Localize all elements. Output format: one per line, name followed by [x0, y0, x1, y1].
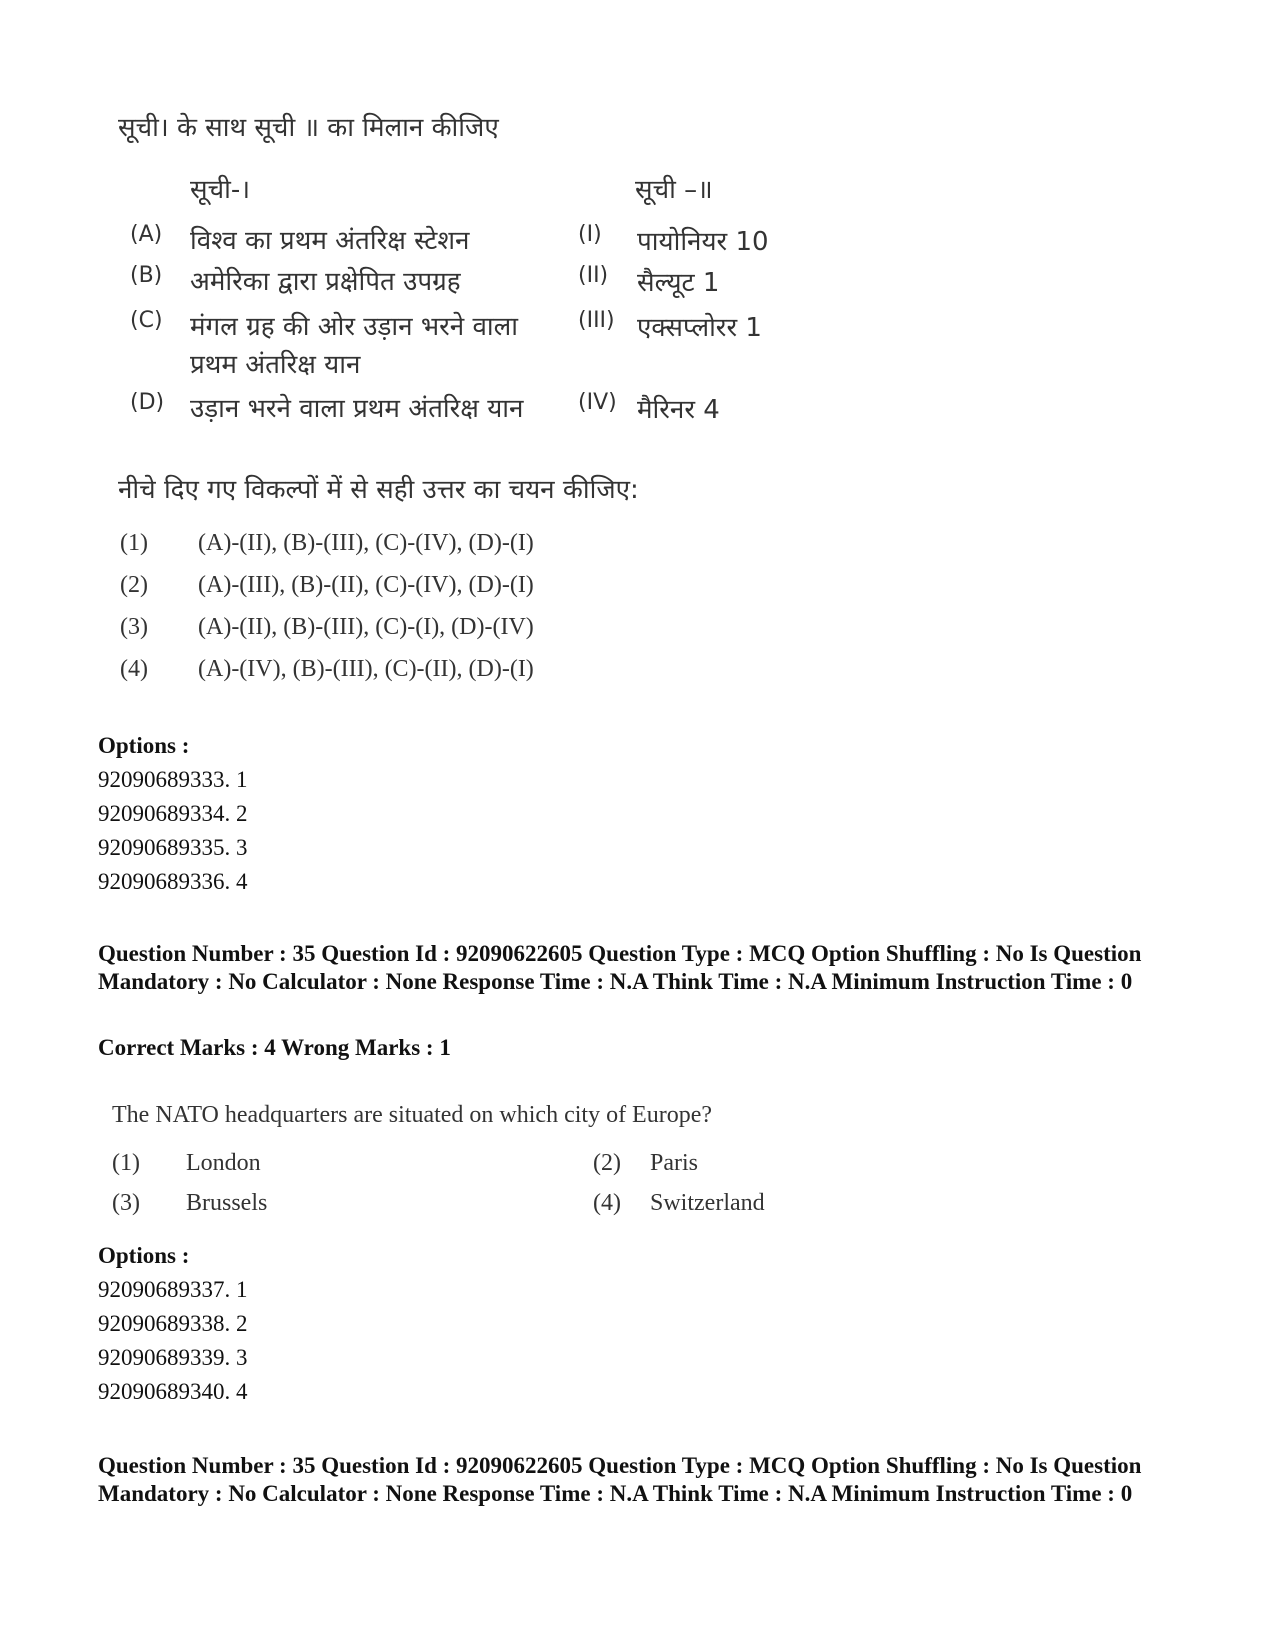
option-line: 92090689333. 1: [98, 767, 248, 792]
question-text: The NATO headquarters are situated on which city of Europe?: [112, 1102, 713, 1128]
choice-number: (2): [120, 572, 148, 598]
row-letter: (D): [130, 390, 165, 415]
option-line: 92090689337. 1: [98, 1277, 248, 1302]
choice-number: (3): [112, 1190, 140, 1216]
row-roman: (II): [578, 263, 609, 288]
row-letter: (C): [130, 308, 163, 333]
choice-text: (A)-(III), (B)-(II), (C)-(IV), (D)-(I): [198, 572, 534, 598]
row-roman: (IV): [578, 390, 617, 415]
list1-item: विश्व का प्रथम अंतरिक्ष स्टेशन: [190, 226, 470, 256]
choice-text: Paris: [650, 1150, 698, 1176]
list1-item: अमेरिका द्वारा प्रक्षेपित उपग्रह: [190, 267, 461, 297]
question-meta: Question Number : 35 Question Id : 92090622605 Question Type : MCQ Option Shuffling : No Is Question Mandatory : No Calculator : None Response Time : N.A Think Time : N.A Minimum Instruction Time : 0: [98, 1453, 1142, 1506]
choice-number: (1): [112, 1150, 140, 1176]
list1-heading: सूची-।: [190, 175, 251, 205]
list1-item: मंगल ग्रह की ओर उड़ान भरने वाला प्रथम अंतरिक्ष यान: [190, 312, 519, 380]
option-line: 92090689335. 3: [98, 835, 248, 860]
marks-info: Correct Marks : 4 Wrong Marks : 1: [98, 1035, 451, 1060]
list2-item: सैल्यूट 1: [637, 268, 720, 298]
option-line: 92090689340. 4: [98, 1379, 248, 1404]
choice-text: London: [186, 1150, 261, 1176]
choice-text: (A)-(IV), (B)-(III), (C)-(II), (D)-(I): [198, 656, 534, 682]
list2-item: पायोनियर 10: [637, 227, 769, 257]
row-letter: (B): [130, 263, 163, 288]
row-roman: (III): [578, 308, 615, 333]
choice-text: Brussels: [186, 1190, 268, 1216]
choice-number: (4): [593, 1190, 621, 1216]
list2-item: एक्सप्लोरर 1: [637, 313, 762, 343]
option-line: 92090689334. 2: [98, 801, 248, 826]
option-line: 92090689336. 4: [98, 869, 248, 894]
choice-number: (2): [593, 1150, 621, 1176]
row-roman: (I): [578, 222, 602, 247]
list2-heading: सूची –॥: [635, 175, 713, 205]
option-line: 92090689338. 2: [98, 1311, 248, 1336]
choice-text: (A)-(II), (B)-(III), (C)-(I), (D)-(IV): [198, 614, 534, 640]
choice-number: (4): [120, 656, 148, 682]
question-meta: Question Number : 35 Question Id : 92090622605 Question Type : MCQ Option Shuffling : No Is Question Mandatory : No Calculator : None Response Time : N.A Think Time : N.A Minimum Instruction Time : 0: [98, 941, 1142, 994]
question-instruction: सूची। के साथ सूची ॥ का मिलान कीजिए: [118, 113, 499, 143]
question-image-hindi: [0, 0, 1275, 720]
option-line: 92090689339. 3: [98, 1345, 248, 1370]
choice-text: (A)-(II), (B)-(III), (C)-(IV), (D)-(I): [198, 530, 534, 556]
list1-item: उड़ान भरने वाला प्रथम अंतरिक्ष यान: [190, 394, 524, 424]
row-letter: (A): [130, 222, 163, 247]
choice-number: (3): [120, 614, 148, 640]
options-label: Options :: [98, 733, 190, 758]
choice-text: Switzerland: [650, 1190, 765, 1216]
choose-instruction: नीचे दिए गए विकल्पों में से सही उत्तर का चयन कीजिए:: [118, 475, 639, 505]
choice-number: (1): [120, 530, 148, 556]
list2-item: मैरिनर 4: [637, 395, 720, 425]
options-label: Options :: [98, 1243, 190, 1268]
